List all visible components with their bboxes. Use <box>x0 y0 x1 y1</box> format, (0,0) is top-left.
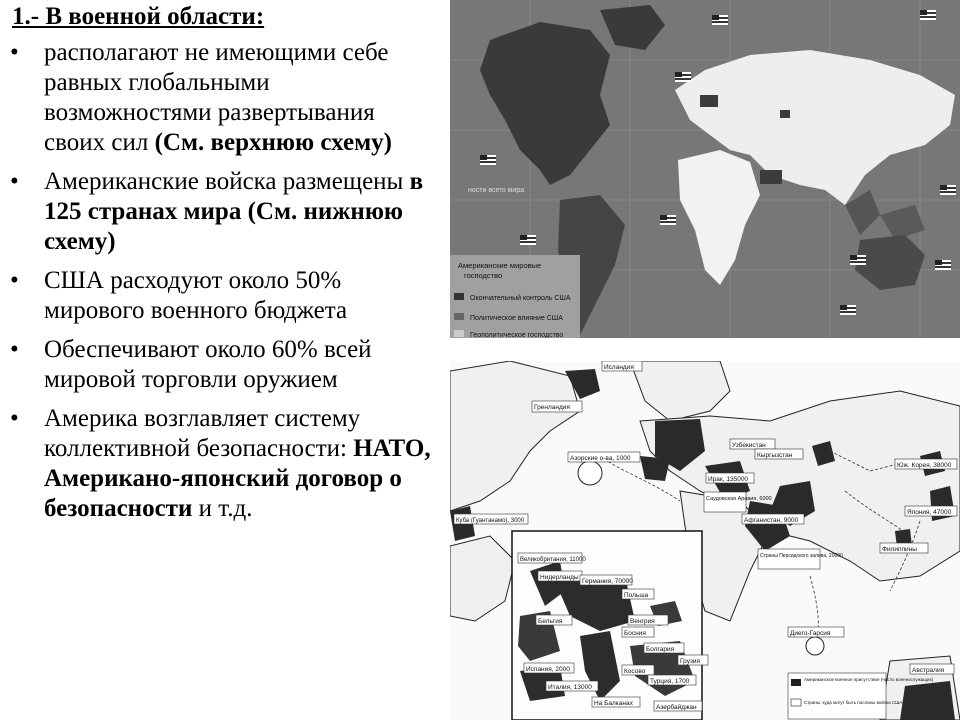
svg-text:Кыргызстан: Кыргызстан <box>757 452 793 459</box>
region-label: ности всего мира <box>468 187 525 194</box>
bullet-text-segment: и т.д. <box>192 495 253 522</box>
svg-text:Испания, 2000: Испания, 2000 <box>526 666 570 673</box>
bullet-dot-icon: • <box>10 267 19 294</box>
bullet-text-segment: Америка возглавляет систему коллективной безопасности: <box>44 405 361 462</box>
bullet-item-2 <box>6 167 438 257</box>
bullet-text-segment: США расходуют около 50% мирового военного бюджета <box>44 267 348 324</box>
svg-text:Ирак, 135000: Ирак, 135000 <box>708 476 749 483</box>
svg-text:Япония, 47000: Япония, 47000 <box>907 509 952 516</box>
svg-text:Узбекистан: Узбекистан <box>732 442 766 449</box>
bullet-list <box>6 38 438 524</box>
bullet-item-5 <box>6 404 438 524</box>
bullet-item-4 <box>6 335 438 395</box>
label-netherlands <box>538 571 582 581</box>
bullet-text-segment: располагают не имеющими себе равных глобальными возможностями развертывания своих сил <box>44 39 389 156</box>
label-germany <box>580 575 633 585</box>
label-afghanistan <box>742 514 804 524</box>
label-philippines <box>880 543 928 553</box>
label-japan <box>905 506 957 516</box>
label-poland <box>622 589 654 599</box>
label-uk <box>518 553 586 563</box>
svg-text:Косово: Косово <box>624 668 646 675</box>
svg-text:Грузия: Грузия <box>680 658 701 665</box>
bottom-legend-item-1: Американское военное присутствие (число военнослужащих) <box>804 677 934 682</box>
bullet-text-segment: Американские войска размещены <box>44 168 410 195</box>
svg-text:Нидерланды: Нидерланды <box>540 574 579 581</box>
label-spain <box>524 663 574 673</box>
svg-text:Италия, 13000: Италия, 13000 <box>548 684 592 691</box>
bullet-text-segment: НАТО, Американо-японский договор о безопасности <box>44 435 431 522</box>
bullet-item-3 <box>6 266 438 326</box>
legend-item-3: Геополитическое господство <box>470 332 564 338</box>
bullet-text-segment: (См. верхнюю схему) <box>154 129 392 156</box>
label-greenland <box>532 401 582 412</box>
bullet-dot-icon: • <box>10 39 19 66</box>
label-uzbekistan <box>730 439 775 449</box>
svg-text:Германия, 70000: Германия, 70000 <box>582 578 633 585</box>
label-kosovo <box>622 665 654 675</box>
bullet-text-segment: Обеспечивают около 60% всей мировой торговли оружием <box>44 336 372 393</box>
label-bosnia <box>622 627 654 637</box>
svg-text:Бельгия: Бельгия <box>538 618 563 625</box>
slide-title: 1.- В военной области: <box>12 3 265 30</box>
label-australia <box>910 664 954 674</box>
top-map-legend <box>450 255 580 338</box>
label-cuba <box>454 514 528 524</box>
legend-item-1: Окончательный контроль США <box>470 295 571 302</box>
world-dominance-map <box>450 0 960 338</box>
bullet-dot-icon: • <box>10 168 19 195</box>
svg-text:Афганистан, 9000: Афганистан, 9000 <box>744 517 799 524</box>
troop-deployment-map <box>450 361 960 720</box>
svg-text:Польша: Польша <box>624 592 649 599</box>
legend-title-line1: Американские мировые <box>458 261 542 270</box>
svg-text:Исландия: Исландия <box>604 364 634 371</box>
svg-text:Гренландия: Гренландия <box>534 404 570 411</box>
bullet-dot-icon: • <box>10 336 19 363</box>
label-bulgaria <box>644 643 684 653</box>
svg-text:Филиппины: Филиппины <box>882 546 917 553</box>
label-iraq <box>706 473 754 483</box>
bullet-text-segment: в 125 странах мира (См. нижнюю схему) <box>44 168 424 255</box>
svg-text:Азорские о-ва, 1000: Азорские о-ва, 1000 <box>570 455 631 462</box>
svg-text:Юж. Корея, 38000: Юж. Корея, 38000 <box>897 462 952 469</box>
label-georgia <box>678 655 708 665</box>
label-korea <box>895 459 957 469</box>
svg-text:Австралия: Австралия <box>912 667 945 674</box>
label-belgium <box>536 615 572 625</box>
label-iceland <box>602 361 642 371</box>
label-turkey <box>648 675 696 685</box>
svg-text:Турция, 1700: Турция, 1700 <box>650 678 690 685</box>
svg-text:Великобритания, 11000: Великобритания, 11000 <box>520 557 586 563</box>
svg-text:Страны Персидского залива, 200: Страны Персидского залива, 20000 <box>760 553 843 559</box>
svg-text:Болгария: Болгария <box>646 646 675 653</box>
bullet-dot-icon: • <box>10 405 19 432</box>
bullet-item-1 <box>6 38 438 158</box>
label-diego <box>788 627 844 637</box>
label-azerbaijan <box>654 701 702 711</box>
label-hungary <box>628 615 668 625</box>
legend-title-line2: господство <box>464 271 503 280</box>
svg-text:Азербайджан: Азербайджан <box>656 704 697 711</box>
label-italy <box>546 681 598 691</box>
svg-text:На Балканах: На Балканах <box>594 700 633 707</box>
svg-text:Куба (Гуантанамо), 3000: Куба (Гуантанамо), 3000 <box>456 518 525 524</box>
svg-text:Диего-Гарсия: Диего-Гарсия <box>790 630 831 637</box>
svg-text:Венгрия: Венгрия <box>630 618 655 625</box>
svg-text:Босния: Босния <box>624 630 646 637</box>
label-balkans <box>592 697 640 707</box>
label-azores <box>568 452 640 462</box>
label-kyrgyzstan <box>755 449 803 459</box>
bottom-legend-item-2: Страны, куда могут быть посланы войска США <box>804 700 903 705</box>
svg-text:Саудовская Аравия, 6000: Саудовская Аравия, 6000 <box>706 496 772 502</box>
legend-item-2: Политическое влияние США <box>470 315 563 322</box>
